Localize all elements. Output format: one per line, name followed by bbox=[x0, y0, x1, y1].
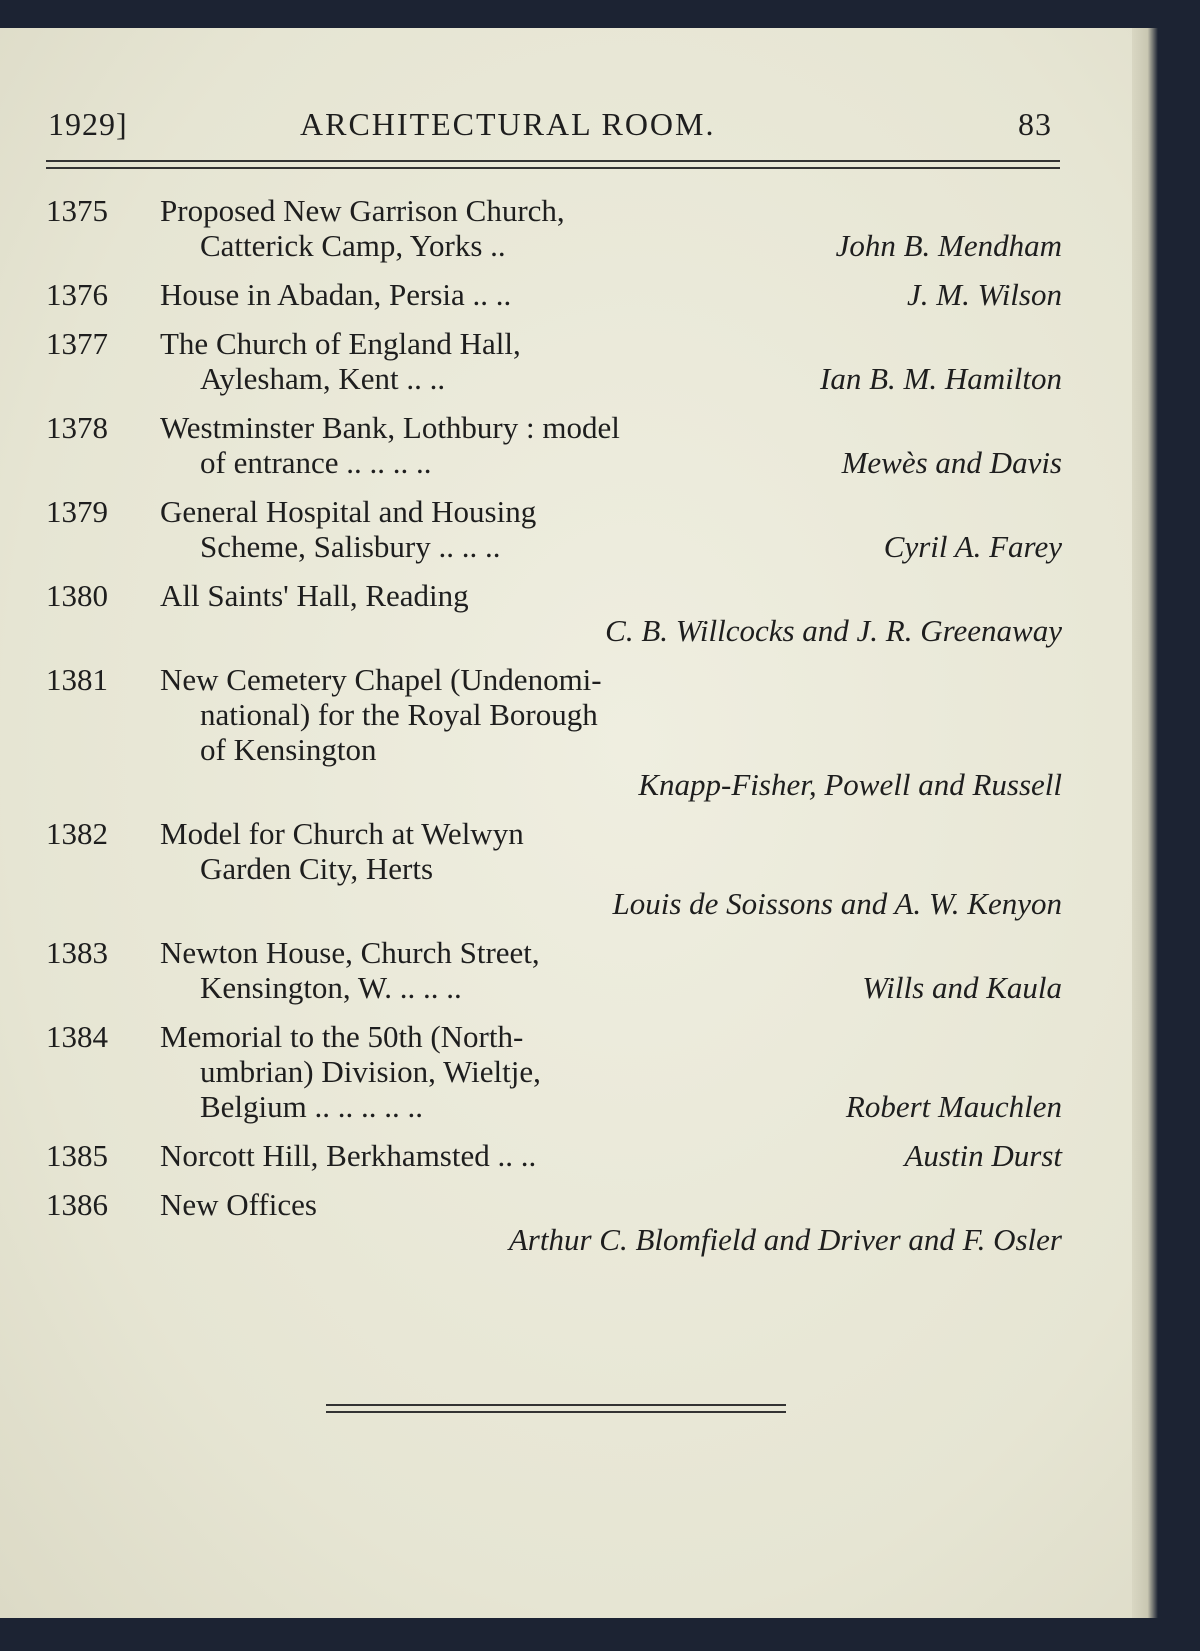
entry-title-cont: Kensington, W. .. .. .. bbox=[200, 970, 462, 1005]
entry-artist: Knapp-Fisher, Powell and Russell bbox=[638, 767, 1062, 802]
entry-title-cont: Scheme, Salisbury .. .. .. bbox=[200, 529, 501, 564]
entry-number: 1375 bbox=[46, 193, 108, 228]
catalogue-entry bbox=[46, 410, 1062, 480]
entry-artist: J. M. Wilson bbox=[907, 277, 1062, 312]
entry-artist: Ian B. M. Hamilton bbox=[820, 361, 1062, 396]
catalogue-entry bbox=[46, 494, 1062, 564]
entry-artist: John B. Mendham bbox=[835, 228, 1062, 263]
entry-number: 1377 bbox=[46, 326, 108, 361]
entry-title-line bbox=[46, 228, 1062, 263]
entry-title-line bbox=[46, 970, 1062, 1005]
entry-title: Proposed New Garrison Church, bbox=[160, 193, 565, 228]
entry-title-line bbox=[46, 445, 1062, 480]
entry-title-cont: Belgium .. .. .. .. .. bbox=[200, 1089, 424, 1124]
entry-title-cont: umbrian) Division, Wieltje, bbox=[200, 1054, 541, 1089]
page-edge bbox=[1132, 28, 1158, 1618]
entry-number: 1378 bbox=[46, 410, 108, 445]
entry-artist: Austin Durst bbox=[904, 1138, 1062, 1173]
entry-title-cont: Aylesham, Kent .. .. bbox=[200, 361, 446, 396]
entry-title-cont: Catterick Camp, Yorks .. bbox=[200, 228, 506, 263]
page-number: 83 bbox=[1018, 106, 1052, 142]
end-rule bbox=[326, 1411, 786, 1413]
entry-title-line bbox=[46, 1089, 1062, 1124]
entry-title: Memorial to the 50th (North- bbox=[160, 1019, 524, 1054]
catalogue-entry bbox=[46, 578, 1062, 648]
entry-number: 1381 bbox=[46, 662, 108, 697]
entry-title: General Hospital and Housing bbox=[160, 494, 537, 529]
entry-title-cont: Garden City, Herts bbox=[200, 851, 434, 886]
entry-number: 1386 bbox=[46, 1187, 108, 1222]
entry-title: The Church of England Hall, bbox=[160, 326, 521, 361]
running-head-title: ARCHITECTURAL ROOM. bbox=[300, 106, 716, 142]
entry-title-cont: national) for the Royal Borough bbox=[200, 697, 598, 732]
entry-number: 1384 bbox=[46, 1019, 108, 1054]
running-head-year: 1929] bbox=[48, 106, 128, 142]
entry-title-line bbox=[46, 1138, 1062, 1173]
catalogue-list bbox=[46, 193, 1062, 1271]
entry-title: All Saints' Hall, Reading bbox=[160, 578, 469, 613]
entry-title-line bbox=[46, 529, 1062, 564]
entry-title-line bbox=[46, 361, 1062, 396]
catalogue-entry bbox=[46, 816, 1062, 921]
entry-number: 1383 bbox=[46, 935, 108, 970]
entry-title: Model for Church at Welwyn bbox=[160, 816, 524, 851]
entry-title: House in Abadan, Persia .. .. bbox=[160, 277, 512, 312]
entry-number: 1382 bbox=[46, 816, 108, 851]
header-rule bbox=[46, 167, 1060, 169]
entry-number: 1376 bbox=[46, 277, 108, 312]
entry-number: 1385 bbox=[46, 1138, 108, 1173]
entry-artist: Robert Mauchlen bbox=[845, 1089, 1062, 1124]
entry-artist: Cyril A. Farey bbox=[883, 529, 1062, 564]
catalogue-entry bbox=[46, 277, 1062, 312]
end-rule bbox=[326, 1404, 786, 1406]
header-rule bbox=[46, 160, 1060, 162]
entry-title: New Cemetery Chapel (Undenomi- bbox=[160, 662, 602, 697]
entry-artist: C. B. Willcocks and J. R. Greenaway bbox=[605, 613, 1062, 648]
catalogue-entry bbox=[46, 662, 1062, 802]
entry-artist: Mewès and Davis bbox=[841, 445, 1062, 480]
entry-title: Newton House, Church Street, bbox=[160, 935, 540, 970]
entry-number: 1379 bbox=[46, 494, 108, 529]
entry-title: Westminster Bank, Lothbury : model bbox=[160, 410, 620, 445]
catalogue-entry bbox=[46, 1187, 1062, 1257]
entry-title-cont: of Kensington bbox=[200, 732, 377, 767]
entry-artist: Louis de Soissons and A. W. Kenyon bbox=[612, 886, 1062, 921]
catalogue-entry bbox=[46, 935, 1062, 1005]
entry-title: Norcott Hill, Berkhamsted .. .. bbox=[160, 1138, 537, 1173]
entry-title-line bbox=[46, 277, 1062, 312]
catalogue-entry bbox=[46, 1138, 1062, 1173]
book-page bbox=[0, 28, 1148, 1618]
catalogue-entry bbox=[46, 1019, 1062, 1124]
entry-artist: Wills and Kaula bbox=[862, 970, 1062, 1005]
entry-number: 1380 bbox=[46, 578, 108, 613]
entry-artist: Arthur C. Blomfield and Driver and F. Osler bbox=[508, 1222, 1062, 1257]
entry-title-cont: of entrance .. .. .. .. bbox=[200, 445, 432, 480]
catalogue-entry bbox=[46, 193, 1062, 263]
catalogue-entry bbox=[46, 326, 1062, 396]
entry-title: New Offices bbox=[160, 1187, 317, 1222]
